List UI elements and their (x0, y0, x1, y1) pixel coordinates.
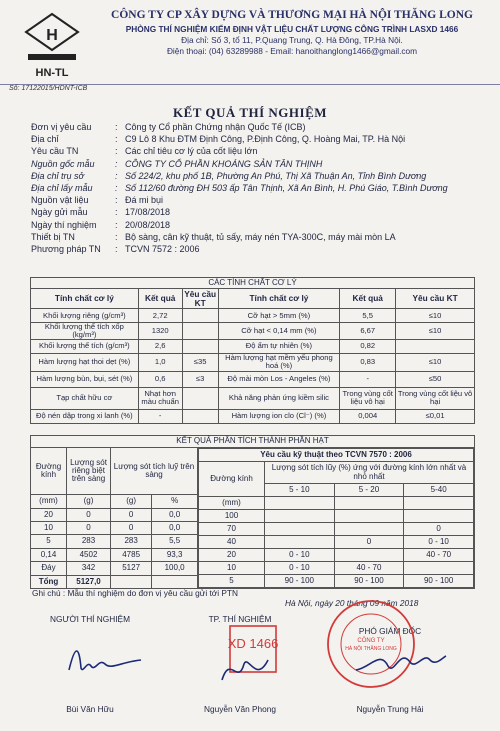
table-cell: Khối lượng thể tích (g/cm³) (31, 339, 139, 353)
table-cell: Khối lượng riêng (g/cm³) (31, 309, 139, 323)
spec-subtitle: Lượng sót tích lũy (%) ứng với đường kính lớn nhất và nhỏ nhất (265, 462, 474, 484)
spec-row (199, 510, 474, 523)
spec-header: 5 - 20 (334, 484, 404, 497)
table-cell: ≤10 (396, 323, 475, 340)
column-header: Yêu cầu KT (396, 289, 475, 309)
info-colon: : (115, 170, 118, 181)
table-cell: Hàm lượng ion clo (Cl⁻) (%) (218, 409, 340, 423)
table-cell: Hàm lượng hạt mềm yếu phong hoá (%) (218, 353, 340, 371)
table-cell: Độ mài mòn Los - Angeles (%) (218, 371, 340, 387)
table-cell (182, 323, 218, 340)
table-row (31, 371, 475, 387)
info-label: Địa chỉ trụ sở (31, 170, 84, 181)
table-cell: 0,14 (31, 548, 67, 561)
table-row (31, 409, 475, 423)
info-value: CÔNG TY CỔ PHẦN KHOÁNG SẢN TÂN THỊNH (125, 158, 323, 169)
info-colon: : (115, 207, 118, 218)
table-cell: 283 (111, 535, 152, 548)
table-cell: 100,0 (152, 562, 198, 575)
table-row (31, 323, 475, 340)
spec-unit (334, 497, 404, 510)
info-value: 20/08/2018 (125, 219, 171, 230)
info-row (31, 195, 471, 207)
spec-unit (265, 497, 335, 510)
table-cell: ≤3 (182, 371, 218, 387)
table-cell: 283 (67, 535, 111, 548)
info-colon: : (115, 158, 118, 169)
table-cell: 5 (31, 535, 67, 548)
unit-cell: (mm) (31, 495, 67, 508)
table-cell: Khả năng phản ứng kiềm silic (218, 387, 340, 409)
mechanical-properties-table (30, 277, 475, 424)
table-cell: ≤10 (396, 309, 475, 323)
grain-size-table (30, 435, 475, 589)
spec-cell: 10 (199, 562, 265, 575)
signer-name-lab-head: Nguyễn Văn Phong (204, 704, 276, 714)
spec-row (199, 549, 474, 562)
signature-lab-head (218, 650, 278, 690)
table-cell (182, 339, 218, 353)
unit-cell: (g) (111, 495, 152, 508)
info-label: Ngày gửi mẫu (31, 207, 88, 218)
signer-role-tester: NGƯỜI THÍ NGHIỆM (50, 614, 130, 624)
table-cell: Độ ẩm tự nhiên (%) (218, 339, 340, 353)
spec-title-row (199, 449, 474, 462)
info-value: C9 Lô 8 Khu ĐTM Định Công, P.Định Công, Q. Hoàng Mai, TP. Hà Nội (125, 134, 406, 145)
table-cell: 0 (111, 508, 152, 521)
spec-sub-row (199, 462, 474, 484)
info-colon: : (115, 134, 118, 145)
svg-text:H: H (46, 27, 58, 44)
letterhead (92, 8, 492, 57)
table-cell: Hàm lượng hạt thoi dẹt (%) (31, 353, 139, 371)
table-header-row (31, 448, 475, 495)
table-cell: 20 (31, 508, 67, 521)
table-row (31, 309, 475, 323)
spec-header: 5 - 10 (265, 484, 335, 497)
table-cell: ≤35 (182, 353, 218, 371)
spec-row (199, 575, 474, 588)
logo-text: HN-TL (35, 67, 69, 79)
table-cell: 6,67 (340, 323, 396, 340)
table-cell: Hàm lượng bùn, bụi, sét (%) (31, 371, 139, 387)
info-colon: : (115, 146, 118, 157)
info-row (31, 146, 471, 158)
company-name: CÔNG TY CP XÂY DỰNG VÀ THƯƠNG MẠI HÀ NỘI THĂNG LONG (111, 9, 473, 21)
spec-title: Yêu cầu kỹ thuật theo TCVN 7570 : 2006 (199, 449, 474, 462)
table-cell: Tạp chất hữu cơ (31, 387, 139, 409)
table-cell: 2,72 (138, 309, 182, 323)
spec-unit (404, 497, 474, 510)
table-cell: 93,3 (152, 548, 198, 561)
info-row (31, 183, 471, 195)
spec-cell: 70 (199, 523, 265, 536)
info-value: Số 224/2, khu phố 1B, Phường An Phú, Thị Xã Thuận An, Tỉnh Bình Dương (125, 170, 427, 181)
column-header: Lượng sót tích luỹ trên sàng (111, 448, 198, 495)
table-row (31, 387, 475, 409)
signer-role-deputy-director: PHÓ GIÁM ĐỐC (358, 626, 422, 636)
table-cell (182, 409, 218, 423)
document-number: Số: 17122015/HDNT-ICB (9, 85, 88, 92)
table-cell (152, 575, 198, 588)
table-cell: ≤0,01 (396, 409, 475, 423)
table-cell: Độ nén dập trong xi lanh (%) (31, 409, 139, 423)
table-cell: Đáy (31, 562, 67, 575)
info-colon: : (115, 195, 118, 206)
spec-cell (265, 510, 335, 523)
table-cell: 0,0 (152, 508, 198, 521)
table-cell: Cỡ hạt < 0,14 mm (%) (218, 323, 340, 340)
table-cell: Trong vùng cốt liệu vô hại (396, 387, 475, 409)
info-label: Phương pháp TN (31, 243, 101, 254)
table-row (31, 353, 475, 371)
lab-stamp-text: XD 1466 (228, 636, 278, 651)
info-value: Bộ sàng, cân kỹ thuật, tủ sấy, máy nén TYA-300C, máy mài mòn LA (125, 231, 396, 242)
info-row (31, 134, 471, 146)
info-value: 17/08/2018 (125, 207, 171, 218)
info-colon: : (115, 219, 118, 230)
table-cell (182, 387, 218, 409)
info-label: Địa chỉ (31, 134, 59, 145)
spec-cell: 40 (199, 536, 265, 549)
spec-cell: 40 - 70 (404, 549, 474, 562)
svg-text:HÀ NỘI THĂNG LONG: HÀ NỘI THĂNG LONG (345, 646, 397, 652)
spec-cell: 20 (199, 549, 265, 562)
spec-row (199, 523, 474, 536)
spec-cell: 90 - 100 (404, 575, 474, 588)
spec-cell: 0 - 10 (404, 536, 474, 549)
info-row (31, 159, 471, 171)
table-cell: ≤50 (396, 371, 475, 387)
spec-cell: 90 - 100 (334, 575, 404, 588)
table-cell: 0,004 (340, 409, 396, 423)
table-cell (182, 309, 218, 323)
spec-cell (404, 510, 474, 523)
info-value: Công ty Cổ phần Chứng nhận Quốc Tế (ICB) (125, 122, 306, 132)
spec-panel (198, 448, 475, 589)
spec-cell (334, 510, 404, 523)
column-header: Yêu cầu KT (182, 289, 218, 309)
info-row (31, 171, 471, 183)
spec-cell: 0 (404, 523, 474, 536)
info-row (31, 207, 471, 219)
table-caption-row (31, 436, 475, 448)
info-value: Đá mi bụi (125, 195, 164, 206)
table-cell (396, 339, 475, 353)
table-cell: 0 (111, 522, 152, 535)
info-colon: : (115, 122, 118, 132)
svg-text:CÔNG TY: CÔNG TY (357, 638, 385, 644)
document-title: KẾT QUẢ THÍ NGHIỆM (172, 105, 328, 120)
table-row (31, 339, 475, 353)
spec-table (198, 448, 474, 588)
spec-unit-row (199, 497, 474, 510)
info-colon: : (115, 182, 118, 193)
company-address: Địa chỉ: Số 3, tổ 11, P.Quang Trung, Q. Hà Đông, TP.Hà Nội. (181, 34, 403, 45)
column-header: Tính chất cơ lý (218, 289, 340, 309)
info-colon: : (115, 243, 118, 254)
info-label: Đơn vị yêu cầu (31, 122, 92, 132)
signature-tester (65, 640, 145, 680)
column-header: Lượng sót riêng biệt trên sàng (67, 448, 111, 495)
info-value: TCVN 7572 : 2006 (125, 243, 200, 254)
table-cell: Trong vùng cốt liệu vô hại (340, 387, 396, 409)
info-label: Nguồn gốc mẫu (31, 158, 95, 169)
spec-cell: 40 - 70 (334, 562, 404, 575)
table-cell (111, 575, 152, 588)
column-header: Tính chất cơ lý (31, 289, 139, 309)
column-header: Kết quả (138, 289, 182, 309)
table-cell: Khối lượng thể tích xốp (kg/m³) (31, 323, 139, 340)
table-cell: 342 (67, 562, 111, 575)
spec-cell: 5 (199, 575, 265, 588)
info-label: Nguồn vật liệu (31, 195, 89, 206)
spec-cell: 0 - 10 (265, 562, 335, 575)
table-cell: 0,0 (152, 522, 198, 535)
table-cell: 0,82 (340, 339, 396, 353)
unit-cell: % (152, 495, 198, 508)
table-caption: KẾT QUẢ PHÂN TÍCH THÀNH PHẦN HẠT (31, 436, 475, 448)
company-logo-icon (18, 10, 86, 82)
signature-deputy-director (350, 640, 450, 680)
spec-cell (265, 536, 335, 549)
info-label: Ngày thí nghiệm (31, 219, 97, 230)
table-cell: 0 (67, 508, 111, 521)
info-label: Thiết bị TN (31, 231, 75, 242)
info-value: Các chỉ tiêu cơ lý của cốt liệu lớn (125, 146, 258, 157)
spec-cell: 90 - 100 (265, 575, 335, 588)
lab-name: PHÒNG THÍ NGHIỆM KIỂM ĐỊNH VẬT LIỆU CHẤT LƯỢNG CÔNG TRÌNH LASXD 1466 (125, 23, 459, 34)
column-header: Kết quả (340, 289, 396, 309)
company-contact: Điện thoại: (04) 63289988 - Email: hanoithanglong1466@gmail.com (166, 45, 418, 56)
table-cell: 10 (31, 522, 67, 535)
spec-cell: 100 (199, 510, 265, 523)
table-cell: 5127 (111, 562, 152, 575)
table-cell: 0,83 (340, 353, 396, 371)
signing-date: Hà Nội, ngày 20 tháng 09 năm 2018 (285, 598, 419, 608)
info-row (31, 220, 471, 232)
info-value: Số 112/60 đường ĐH 503 ấp Tân Thịnh, Xã An Bình, H. Phú Giáo, T.Bình Dương (125, 182, 448, 193)
spec-unit: (mm) (199, 497, 265, 510)
info-row (31, 232, 471, 244)
table-cell: 5127,0 (67, 575, 111, 588)
table-cell: 2,6 (138, 339, 182, 353)
spec-cell (265, 523, 335, 536)
signer-name-tester: Bùi Văn Hữu (66, 704, 114, 714)
info-label: Địa chỉ lấy mẫu (31, 182, 93, 193)
table-cell: 1320 (138, 323, 182, 340)
table-cell: - (138, 409, 182, 423)
table-cell: - (340, 371, 396, 387)
unit-cell: (g) (67, 495, 111, 508)
spec-cell (334, 549, 404, 562)
spec-row (199, 562, 474, 575)
table-cell: Cỡ hạt > 5mm (%) (218, 309, 340, 323)
info-row (31, 122, 471, 134)
spec-cell (334, 523, 404, 536)
table-cell: 5,5 (340, 309, 396, 323)
signer-role-lab-head: TP. THÍ NGHIỆM (208, 614, 272, 624)
spec-header: 5-40 (404, 484, 474, 497)
table-cell: 4502 (67, 548, 111, 561)
table-cell: 1,0 (138, 353, 182, 371)
info-colon: : (115, 231, 118, 242)
table-cell: Tổng (31, 575, 67, 588)
spec-row (199, 536, 474, 549)
table-header-row (31, 289, 475, 309)
table-cell: 0,6 (138, 371, 182, 387)
signer-name-deputy-director: Nguyễn Trung Hải (356, 704, 424, 714)
spec-cell (404, 562, 474, 575)
column-header: Đường kính (31, 448, 67, 495)
table-cell: 0 (67, 522, 111, 535)
table-caption: CÁC TÍNH CHẤT CƠ LÝ (31, 278, 475, 289)
table-cell: Nhạt hơn màu chuẩn (138, 387, 182, 409)
info-row (31, 244, 471, 256)
table-cell: ≤10 (396, 353, 475, 371)
info-label: Yêu cầu TN (31, 146, 79, 157)
table-cell: 4785 (111, 548, 152, 561)
table-cell: 5,5 (152, 535, 198, 548)
request-info (31, 122, 471, 256)
spec-header: Đường kính (199, 462, 265, 497)
spec-cell: 0 (334, 536, 404, 549)
spec-cell: 0 - 10 (265, 549, 335, 562)
table-caption-row (31, 278, 475, 289)
note: Ghi chú : Mẫu thí nghiệm do đơn vị yêu cầu gửi tới PTN (32, 588, 238, 598)
